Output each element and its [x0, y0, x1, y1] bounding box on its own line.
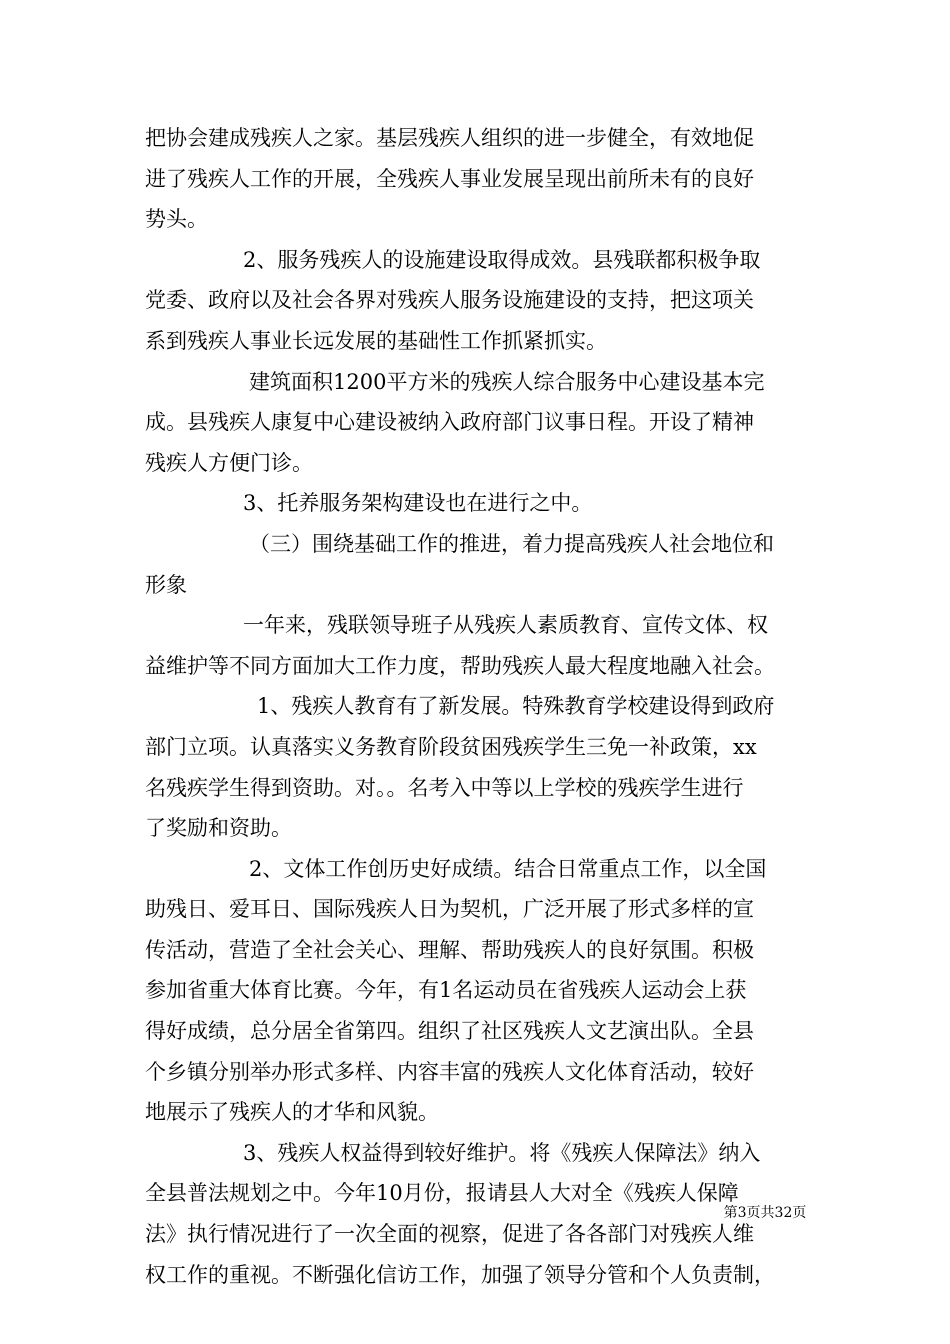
- text-line: 把协会建成残疾人之家。基层残疾人组织的进一步健全，有效地促: [145, 126, 754, 150]
- paragraph-3: [145, 362, 813, 484]
- text-line: 全县普法规划之中。今年10月份，报请县人大对全《残疾人保障: [145, 1181, 739, 1206]
- text-line: 权工作的重视。不断强化信访工作，加强了领导分管和个人负责制，: [145, 1262, 775, 1287]
- paragraph-1: [145, 118, 813, 240]
- text-line: 2、文体工作创历史好成绩。结合日常重点工作，以全国: [249, 856, 767, 881]
- paragraph-7: [145, 849, 813, 1133]
- text-line: 一年来，残联领导班子从残疾人素质教育、宣传文体、权: [243, 613, 768, 638]
- text-line: 进了残疾人工作的开展，全残疾人事业发展呈现出前所未有的良好: [145, 166, 754, 191]
- text-line: 了奖励和资助。: [145, 816, 292, 841]
- text-line: 残疾人方便门诊。: [145, 450, 313, 475]
- text-line: 1、残疾人教育有了新发展。特殊教育学校建设得到政府: [257, 694, 775, 719]
- text-line: 传活动，营造了全社会关心、理解、帮助残疾人的良好氛围。积极: [145, 937, 754, 962]
- text-line: 2、服务残疾人的设施建设取得成效。县残联都积极争取: [243, 247, 761, 272]
- text-line: 3、托养服务架构建设也在进行之中。: [243, 491, 593, 516]
- paragraph-6: [145, 686, 813, 848]
- text-line: 部门立项。认真落实义务教育阶段贫困残疾学生三免一补政策，xx: [145, 734, 757, 759]
- text-line: 成。县残疾人康复中心建设被纳入政府部门议事日程。开设了精神: [145, 410, 754, 435]
- text-line: 名残疾学生得到资助。对。。名考入中等以上学校的残疾学生进行: [145, 775, 744, 800]
- text-line: （三）围绕基础工作的推进，着力提高残疾人社会地位和: [249, 531, 774, 556]
- paragraph-4: [145, 483, 813, 524]
- paragraph-5: [145, 605, 813, 686]
- text-line: 党委、政府以及社会各界对残疾人服务设施建设的支持，把这项关: [145, 288, 754, 313]
- text-line: 势头。: [145, 207, 208, 232]
- text-line: 建筑面积1200平方米的残疾人综合服务中心建设基本完: [249, 369, 765, 394]
- text-line: 益维护等不同方面加大工作力度，帮助残疾人最大程度地融入社会。: [145, 653, 775, 678]
- text-line: 得好成绩，总分居全省第四。组织了社区残疾人文艺演出队。全县: [145, 1019, 754, 1044]
- page-number: 第3页共32页: [723, 1205, 807, 1221]
- text-line: 助残日、爱耳日、国际残疾人日为契机，广泛开展了形式多样的宣: [145, 897, 754, 922]
- text-line: 个乡镇分别举办形式多样、内容丰富的残疾人文化体育活动，较好: [145, 1059, 754, 1084]
- text-line: 参加省重大体育比赛。今年，有1名运动员在省残疾人运动会上获: [145, 978, 747, 1003]
- text-line: 地展示了残疾人的才华和风貌。: [145, 1100, 439, 1125]
- text-line: 形象: [145, 572, 187, 597]
- page-footer: [0, 1202, 950, 1222]
- text-line: 法》执行情况进行了一次全面的视察，促进了各各部门对残疾人维: [145, 1222, 754, 1247]
- text-line: 3、残疾人权益得到较好维护。将《残疾人保障法》纳入: [243, 1140, 761, 1165]
- section-heading: [145, 524, 813, 605]
- paragraph-2: [145, 240, 813, 362]
- document-body: [145, 118, 813, 1295]
- text-line: 系到残疾人事业长远发展的基础性工作抓紧抓实。: [145, 328, 607, 353]
